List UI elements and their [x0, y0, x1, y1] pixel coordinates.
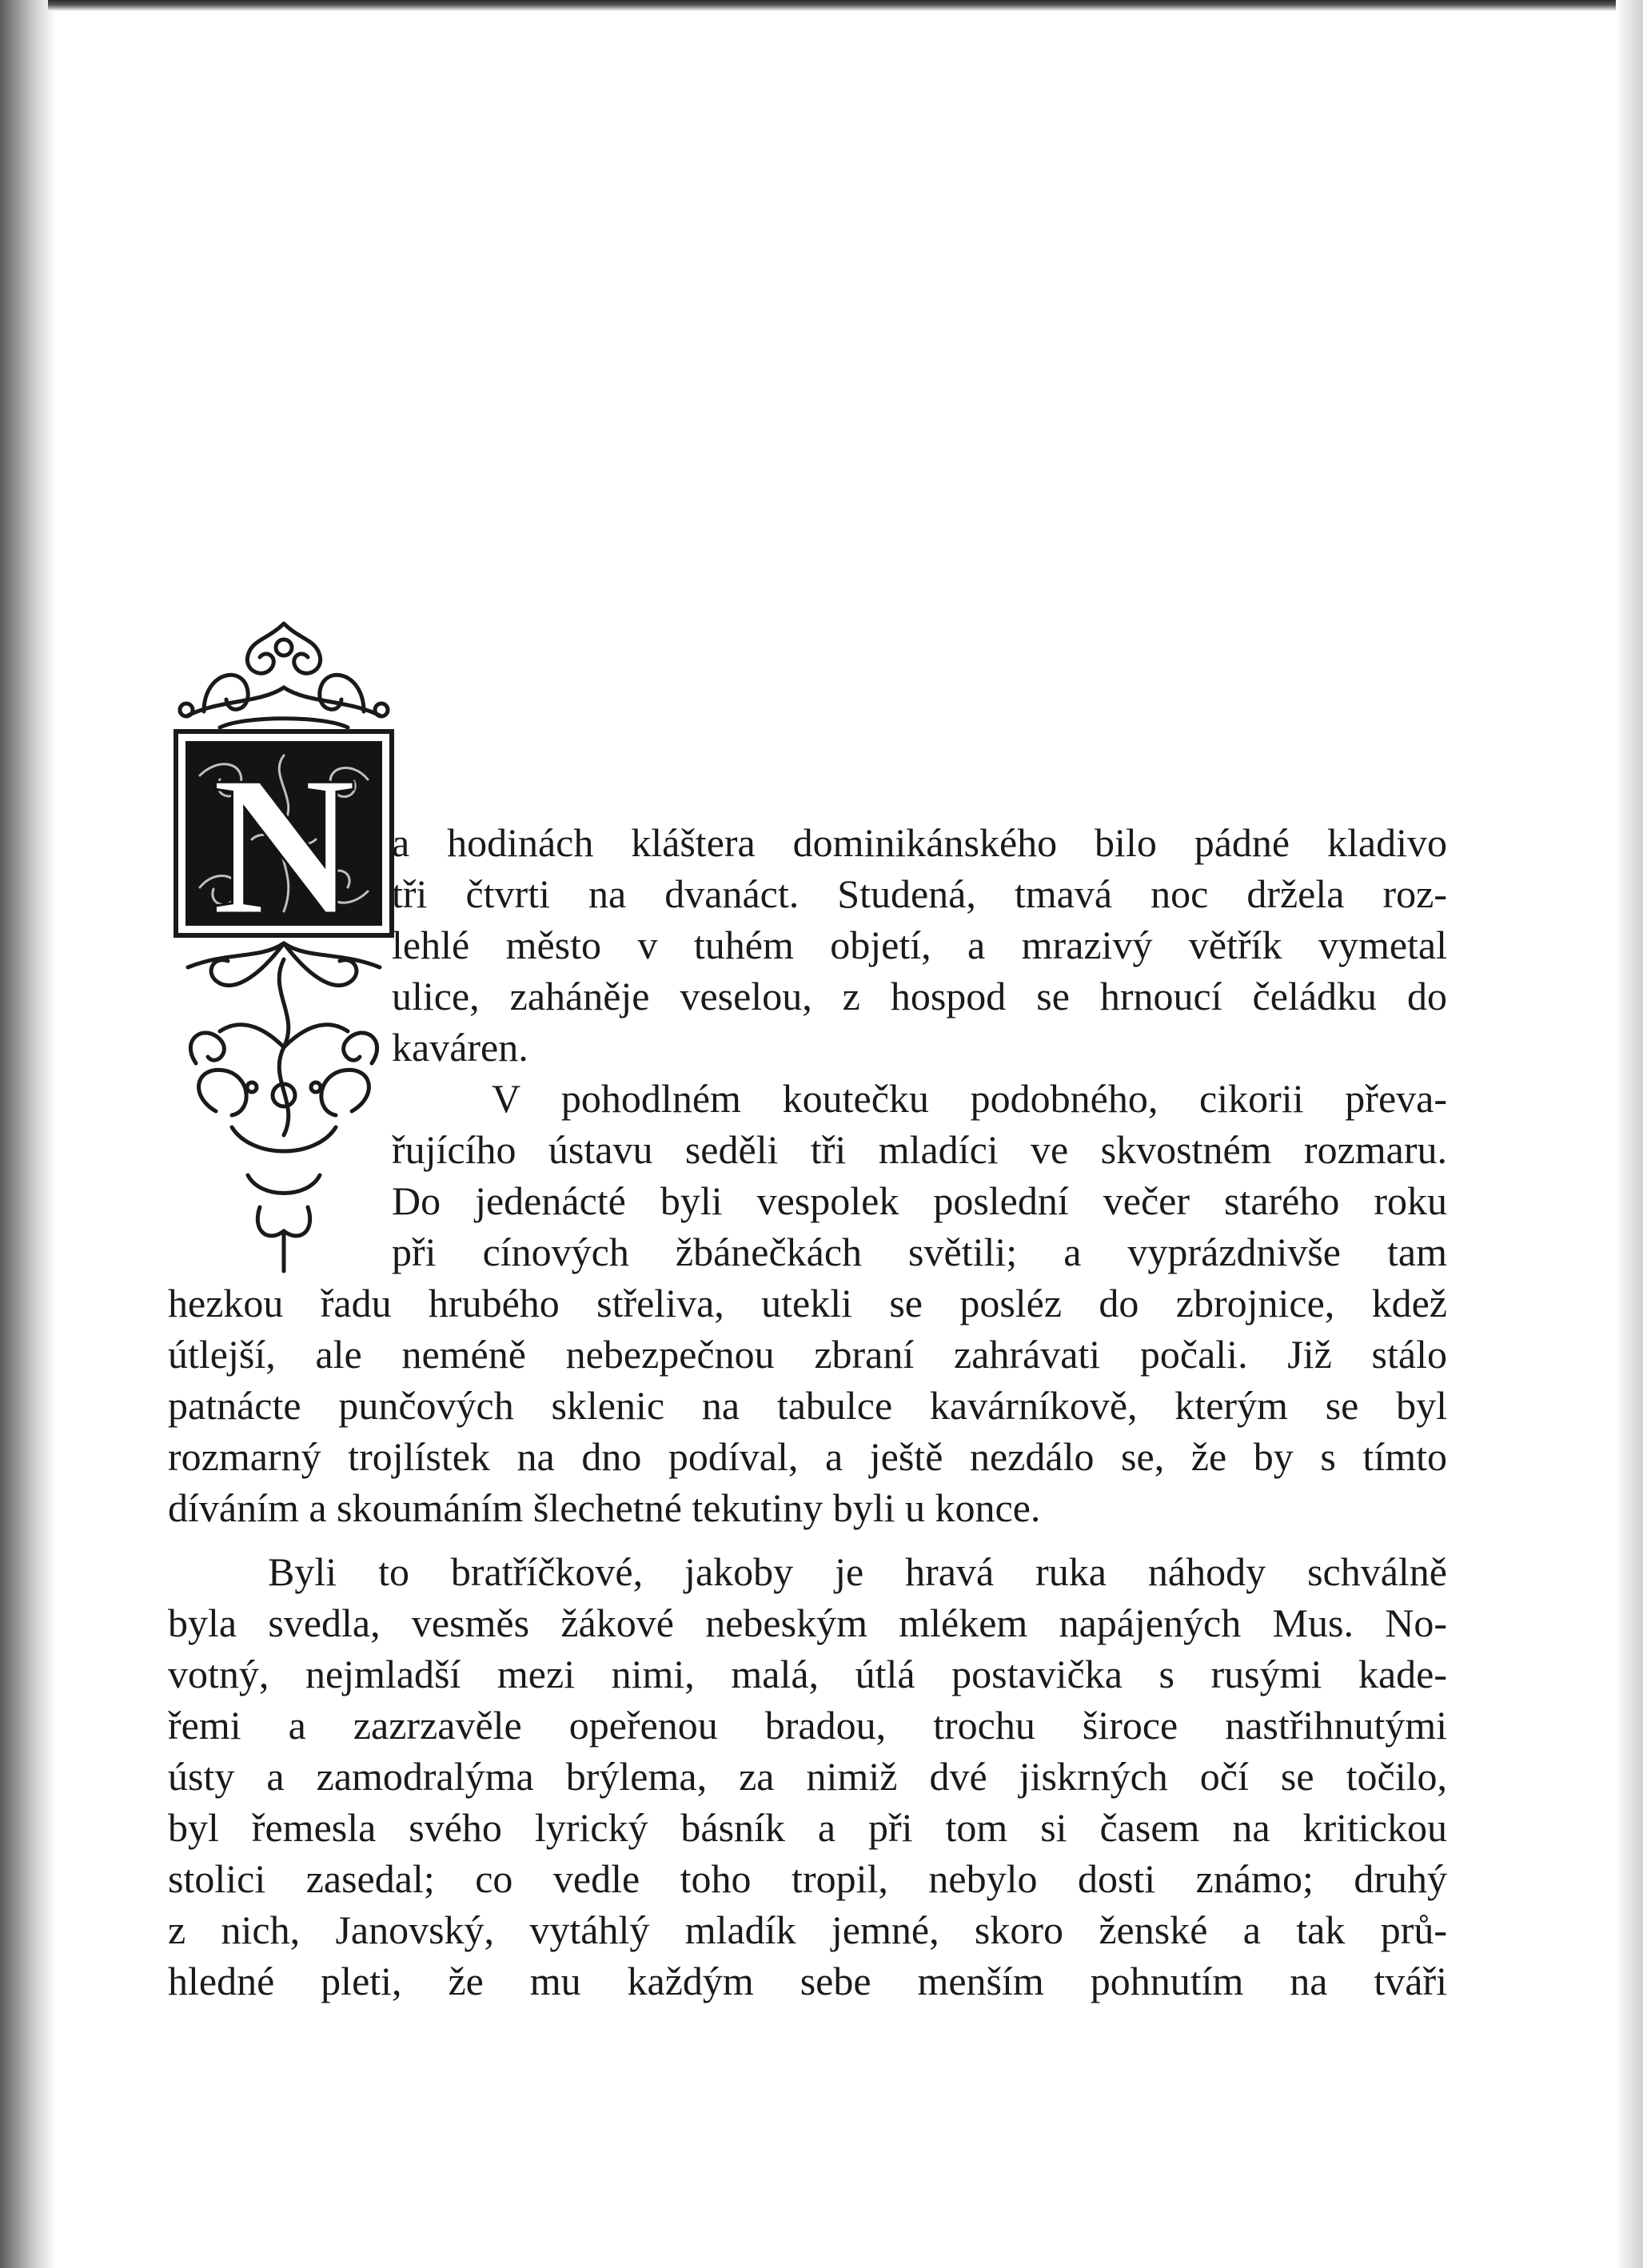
text-line: z nich, Janovský, vytáhlý mladík jemné, skoro ženské a tak prů-: [168, 1907, 1447, 1952]
text-line: hezkou řadu hrubého střeliva, utekli se posléz do zbrojnice, kdež: [168, 1281, 1447, 1325]
text-line: votný, nejmladší mezi nimi, malá, útlá postavička s rusými kade-: [168, 1652, 1447, 1696]
page-top-edge: [48, 0, 1643, 11]
text-line: Do jedenácté byli vespolek poslední večer starého roku: [392, 1178, 1447, 1223]
text-line: při cínových žbánečkách světili; a vyprázdnivše tam: [392, 1230, 1447, 1274]
text-line: rozmarný trojlístek na dno podíval, a ještě nezdálo se, že by s tímto: [168, 1434, 1447, 1479]
text-line: V pohodlném koutečku podobného, cikorii převa-: [492, 1076, 1447, 1121]
ornament-icon: [172, 616, 396, 1279]
text-line: hledné pleti, že mu každým sebe menším pohnutím na tváři: [168, 1959, 1447, 2003]
text-line: byl řemesla svého lyrický básník a při tom si časem na kritickou: [168, 1805, 1447, 1850]
drop-cap-letter: N: [211, 735, 357, 957]
text-line: Byli to bratříčkové, jakoby je hravá ruka náhody schválně: [268, 1549, 1447, 1594]
text-line: kaváren.: [392, 1025, 528, 1070]
text-line: byla svedla, vesměs žákové nebeským mlékem napájených Mus. No-: [168, 1600, 1447, 1645]
text-line: ulice, zaháněje veselou, z hospod se hrnoucí čeládku do: [392, 974, 1447, 1018]
ornamental-drop-cap: [172, 616, 396, 1279]
text-line: a hodinách kláštera dominikánského bilo pádné kladivo: [392, 820, 1447, 865]
text-line: útlejší, ale neméně nebezpečnou zbraní zahrávati počali. Již stálo: [168, 1332, 1447, 1377]
text-line: díváním a skoumáním šlechetné tekutiny byli u konce.: [168, 1485, 1041, 1530]
text-line: řemi a zazrzavěle opeřenou bradou, trochu široce nastřihnutými: [168, 1703, 1447, 1748]
text-line: stolici zasedal; co vedle toho tropil, nebylo dosti známo; druhý: [168, 1856, 1447, 1901]
book-spine-shadow: [0, 0, 56, 2268]
text-line: patnácte punčových sklenic na tabulce kavárníkově, kterým se byl: [168, 1383, 1447, 1428]
text-line: ústy a zamodralýma brýlema, za nimiž dvé jiskrných očí se točilo,: [168, 1754, 1447, 1799]
text-line: tři čtvrti na dvanáct. Studená, tmavá noc držela roz-: [392, 871, 1447, 916]
page-right-edge: [1616, 0, 1643, 2268]
text-line: řujícího ústavu seděli tři mladíci ve skvostném rozmaru.: [392, 1127, 1447, 1172]
text-line: lehlé město v tuhém objetí, a mrazivý větřík vymetal: [392, 923, 1447, 967]
